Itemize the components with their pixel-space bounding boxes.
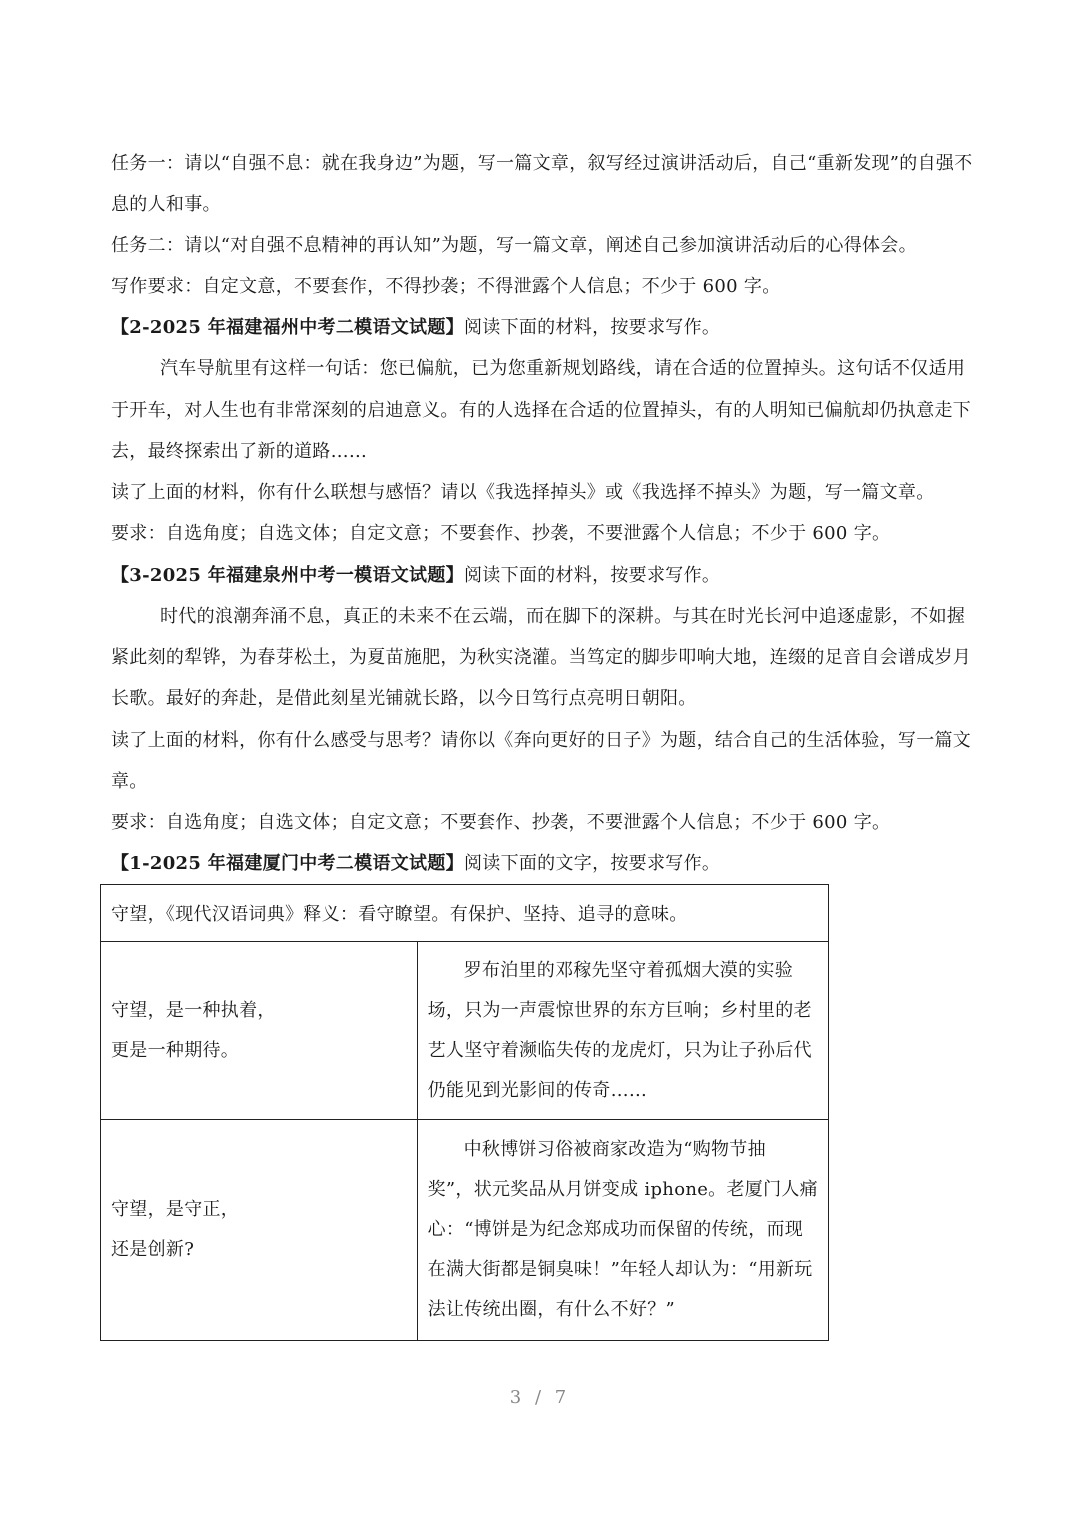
definition-text: 守望，《现代汉语词典》释义：看守瞭望。有保护、坚持、追寻的意味。 — [111, 904, 688, 925]
row-1-right-line-2: 场，只为一声震惊世界的东方巨响；乡村里的老 — [427, 999, 812, 1021]
page-number: 3 / 7 — [509, 1387, 571, 1408]
question-3-heading — [111, 565, 971, 587]
row-1-right-cell — [417, 942, 828, 1120]
row-2-left-line-2: 还是创新? — [111, 1239, 195, 1260]
writing-requirement: 写作要求：自定文意，不要套作，不得抄袭；不得泄露个人信息；不少于 600 字。 — [111, 276, 781, 297]
material-table — [100, 884, 829, 1341]
question-2-material-line-3: 去，最终探索出了新的道路…… — [111, 441, 368, 462]
row-1-right-line-3: 艺人坚守着濒临失传的龙虎灯，只为让子孙后代 — [427, 1039, 812, 1061]
task-two-line: 任务二：请以“对自强不息精神的再认知”为题，写一篇文章，阐述自己参加演讲活动后的心得体会。 — [111, 235, 917, 256]
question-1-source: 【1-2025 年福建厦门中考二模语文试题】 — [111, 853, 464, 874]
table-row — [101, 885, 829, 942]
row-2-right-line-5: 法让传统出圈，有什么不好？” — [427, 1299, 676, 1320]
question-3-source: 【3-2025 年福建泉州中考一模语文试题】 — [111, 565, 464, 586]
question-2-instruction: 阅读下面的材料，按要求写作。 — [463, 317, 721, 338]
question-3-instruction: 阅读下面的材料，按要求写作。 — [463, 565, 721, 586]
row-2-right-line-4: 在满大街都是铜臭味！”年轻人却认为：“用新玩 — [427, 1259, 813, 1280]
row-1-left-line-2: 更是一种期待。 — [111, 1039, 240, 1061]
definition-cell — [101, 885, 829, 942]
row-1-left-line-1: 守望，是一种执着， — [111, 999, 276, 1021]
table-row — [101, 942, 829, 1120]
table-row — [101, 1120, 829, 1341]
row-2-left-cell — [101, 1120, 418, 1341]
question-3-prompt-line-2: 章。 — [111, 771, 148, 792]
row-1-right-line-4: 仍能见到光影间的传奇…… — [427, 1079, 648, 1101]
question-2-source: 【2-2025 年福建福州中考二模语文试题】 — [111, 317, 464, 338]
question-2-material-line-1: 汽车导航里有这样一句话：您已偏航，已为您重新规划路线，请在合适的位置掉头。这句话不仅适用 — [160, 358, 966, 379]
row-2-right-line-2: 奖”，状元奖品从月饼变成 iphone。老厦门人痛 — [427, 1179, 818, 1200]
question-1-instruction: 阅读下面的文字，按要求写作。 — [463, 853, 721, 874]
row-1-left-cell — [101, 942, 418, 1120]
question-3-prompt-line-1: 读了上面的材料，你有什么感受与思考？请你以《奔向更好的日子》为题，结合自己的生活体验，写一篇文 — [111, 730, 972, 751]
question-2-heading — [111, 317, 971, 339]
question-1-heading — [111, 853, 971, 875]
question-2-requirement: 要求：自选角度；自选文体；自定文意；不要套作、抄袭，不要泄露个人信息；不少于 600 字。 — [111, 523, 891, 544]
row-2-left-line-1: 守望，是守正， — [111, 1199, 240, 1220]
row-2-right-line-3: 心：“博饼是为纪念郑成功而保留的传统，而现 — [427, 1219, 804, 1240]
question-2-material-line-2: 于开车，对人生也有非常深刻的启迪意义。有的人选择在合适的位置掉头，有的人明知已偏航却仍执意走下 — [111, 400, 972, 421]
question-2-prompt: 读了上面的材料，你有什么联想与感悟？请以《我选择掉头》或《我选择不掉头》为题，写一篇文章。 — [111, 482, 935, 503]
question-3-material-line-1: 时代的浪潮奔涌不息，真正的未来不在云端，而在脚下的深耕。与其在时光长河中追逐虚影，不如握 — [160, 606, 966, 627]
task-one-line-2: 息的人和事。 — [111, 194, 221, 215]
question-3-material-line-2: 紧此刻的犁铧，为春芽松土，为夏苗施肥，为秋实浇灌。当笃定的脚步叩响大地，连缀的足音自会谱成岁月 — [111, 647, 972, 668]
row-1-right-line-1: 罗布泊里的邓稼先坚守着孤烟大漠的实验 — [463, 959, 794, 981]
question-3-requirement: 要求：自选角度；自选文体；自定文意；不要套作、抄袭，不要泄露个人信息；不少于 600 字。 — [111, 812, 891, 833]
task-one-line-1: 任务一：请以“自强不息：就在我身边”为题，写一篇文章，叙写经过演讲活动后，自己“重新发现”的自强不 — [111, 153, 973, 174]
question-3-material-line-3: 长歌。最好的奔赴，是借此刻星光铺就长路，以今日笃行点亮明日朝阳。 — [111, 688, 697, 709]
row-2-right-line-1: 中秋博饼习俗被商家改造为“购物节抽 — [463, 1139, 766, 1160]
row-2-right-cell — [417, 1120, 828, 1341]
